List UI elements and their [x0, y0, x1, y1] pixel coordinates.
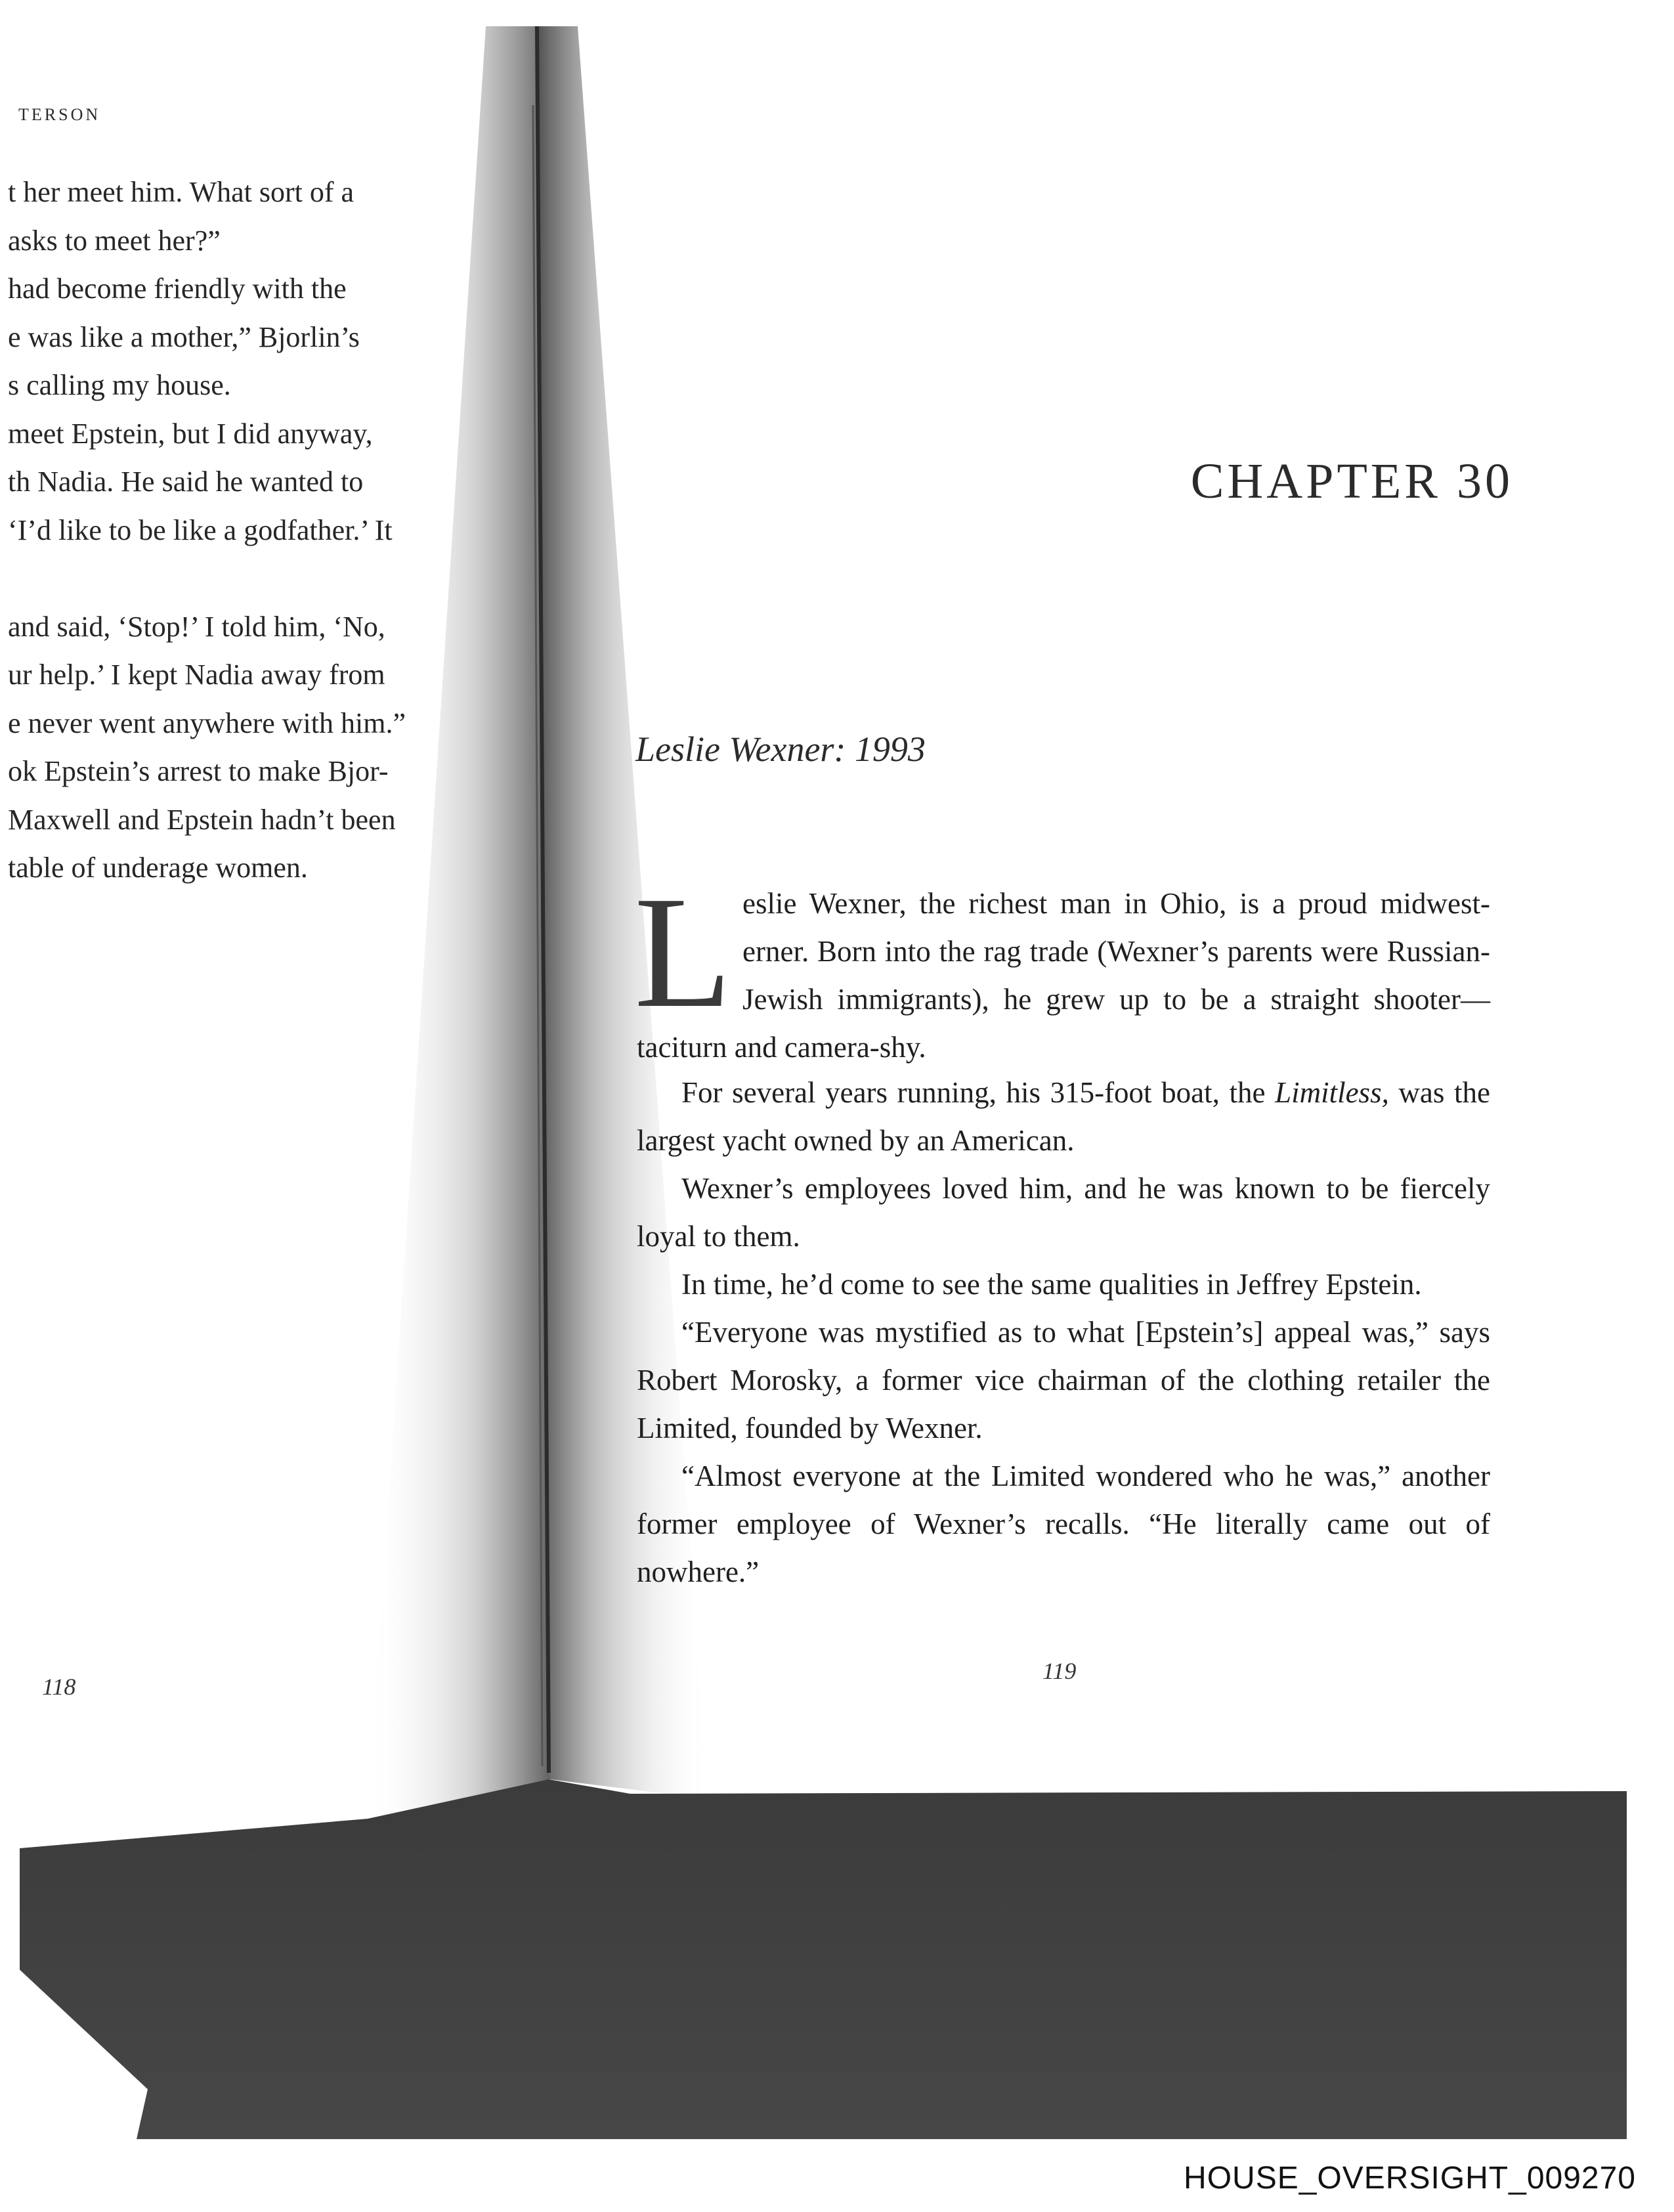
paragraph-1: [634, 863, 1490, 1072]
left-page-line: ok Epstein’s arrest to make Bjor-: [8, 755, 389, 787]
paragraph-2-text-a: For several years running, his 315-foot boat, the: [681, 1076, 1276, 1109]
running-head: TERSON: [18, 105, 101, 124]
left-page-line: s calling my house.: [8, 369, 231, 401]
gutter-shadow-left: [368, 26, 550, 1819]
section-heading: Leslie Wexner: 1993: [635, 729, 926, 769]
chapter-title: CHAPTER 30: [1190, 454, 1513, 509]
bates-number: HOUSE_OVERSIGHT_009270: [1184, 2161, 1636, 2196]
paragraph-4: In time, he’d come to see the same qualities in Jeffrey Epstein.: [681, 1268, 1422, 1301]
left-page-line: Maxwell and Epstein hadn’t been: [8, 803, 396, 836]
left-page-line: asks to meet her?”: [8, 224, 221, 257]
left-page-line: and said, ‘Stop!’ I told him, ‘No,: [8, 610, 385, 643]
paragraph-6: “Almost everyone at the Limited wondered who he was,” another former employee of Wexner’s recalls. “He literally came out of nowhere.”: [637, 1460, 1490, 1588]
left-page-line: t her meet him. What sort of a: [8, 176, 354, 208]
left-page-line: th Nadia. He said he wanted to: [8, 466, 364, 498]
left-page-line: e never went anywhere with him.”: [8, 706, 406, 739]
left-page-line: had become friendly with the: [8, 272, 347, 305]
paragraph-2: [637, 1069, 1490, 1165]
page-number-right: 119: [1042, 1658, 1077, 1684]
left-page-line: ur help.’ I kept Nadia away from: [8, 659, 385, 691]
drop-cap: L: [634, 863, 733, 1041]
paragraph-3: Wexner’s employees loved him, and he was known to be fiercely loyal to them.: [637, 1172, 1490, 1253]
paragraph-2-text-b: was the largest yacht owned by an American.: [637, 1076, 1490, 1157]
left-page-line: e was like a mother,” Bjorlin’s: [8, 320, 360, 353]
paragraph-1-text: eslie Wexner, the richest man in Ohio, is a proud midwest-erner. Born into the rag trade (Wexner’s parents were Russian-Jewish immigrants), he grew up to be a straight shooter—taciturn and camera-shy.: [637, 887, 1490, 1064]
left-page-line: table of underage women.: [8, 852, 308, 884]
left-page-line: meet Epstein, but I did anyway,: [8, 417, 373, 450]
scanner-bed: [20, 1779, 1627, 2139]
page-number-left: 118: [42, 1674, 76, 1700]
paragraph-5: “Everyone was mystified as to what [Epstein’s] appeal was,” says Robert Morosky, a former vice chairman of the clothing retailer the Limited, founded by Wexner.: [637, 1316, 1490, 1444]
yacht-name: Limitless,: [1275, 1076, 1389, 1109]
left-page-line: ‘I’d like to be like a godfather.’ It: [8, 513, 393, 546]
